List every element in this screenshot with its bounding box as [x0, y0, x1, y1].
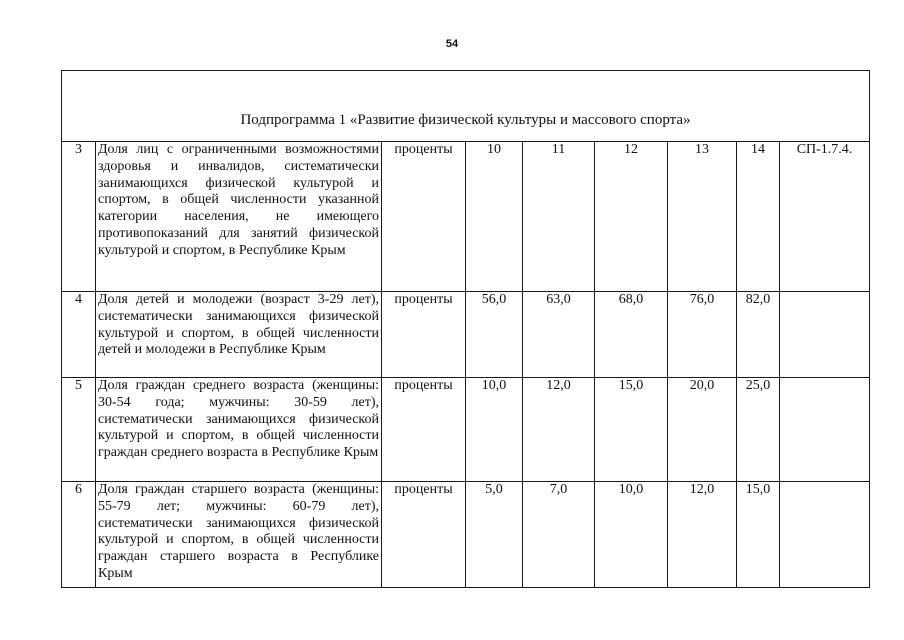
table-row — [62, 378, 870, 482]
unit-cell: проценты — [382, 292, 466, 378]
year-value-cell: 14 — [737, 142, 780, 292]
section-title: Подпрограмма 1 «Развитие физической культуры и массового спорта» — [62, 71, 870, 142]
year-value-cell: 15,0 — [737, 482, 780, 588]
year-value-cell: 56,0 — [466, 292, 523, 378]
year-value-cell: 20,0 — [668, 378, 737, 482]
year-value-cell: 25,0 — [737, 378, 780, 482]
year-value-cell: 76,0 — [668, 292, 737, 378]
year-value-cell: 68,0 — [595, 292, 668, 378]
section-header-row — [62, 71, 870, 142]
indicators-table — [61, 70, 870, 588]
year-value-cell: 12,0 — [523, 378, 595, 482]
code-cell — [780, 378, 870, 482]
year-value-cell: 10,0 — [595, 482, 668, 588]
table-row — [62, 292, 870, 378]
year-value-cell: 10 — [466, 142, 523, 292]
code-cell — [780, 482, 870, 588]
indicator-name: Доля граждан старшего возраста (женщины: 55-79 лет; мужчины: 60-79 лет), систематически занимающихся физической культурой и спортом, в общей численности граждан старшего возраста в Республике Крым — [96, 482, 382, 588]
indicator-name: Доля лиц с ограниченными возможностями здоровья и инвалидов, систематически занимающихся физической культурой и спортом, в общей численности указанной категории населения, не имеющего противопоказаний для занятий физической культурой и спортом, в Республике Крым — [96, 142, 382, 292]
row-number: 6 — [62, 482, 96, 588]
year-value-cell: 11 — [523, 142, 595, 292]
code-cell — [780, 292, 870, 378]
table-row — [62, 482, 870, 588]
year-value-cell: 7,0 — [523, 482, 595, 588]
year-value-cell: 10,0 — [466, 378, 523, 482]
code-cell: СП-1.7.4. — [780, 142, 870, 292]
page-number: 54 — [445, 38, 459, 50]
indicator-name: Доля детей и молодежи (возраст 3-29 лет), систематически занимающихся физической культурой и спортом, в общей численности детей и молодежи в Республике Крым — [96, 292, 382, 378]
table-row — [62, 142, 870, 292]
unit-cell: проценты — [382, 378, 466, 482]
row-number: 4 — [62, 292, 96, 378]
row-number: 3 — [62, 142, 96, 292]
year-value-cell: 82,0 — [737, 292, 780, 378]
year-value-cell: 13 — [668, 142, 737, 292]
row-number: 5 — [62, 378, 96, 482]
unit-cell: проценты — [382, 142, 466, 292]
indicator-name: Доля граждан среднего возраста (женщины: 30-54 года; мужчины: 30-59 лет), систематически занимающихся физической культурой и спортом, в общей численности граждан среднего возраста в Республике Крым — [96, 378, 382, 482]
year-value-cell: 5,0 — [466, 482, 523, 588]
year-value-cell: 15,0 — [595, 378, 668, 482]
unit-cell: проценты — [382, 482, 466, 588]
year-value-cell: 12,0 — [668, 482, 737, 588]
year-value-cell: 63,0 — [523, 292, 595, 378]
year-value-cell: 12 — [595, 142, 668, 292]
